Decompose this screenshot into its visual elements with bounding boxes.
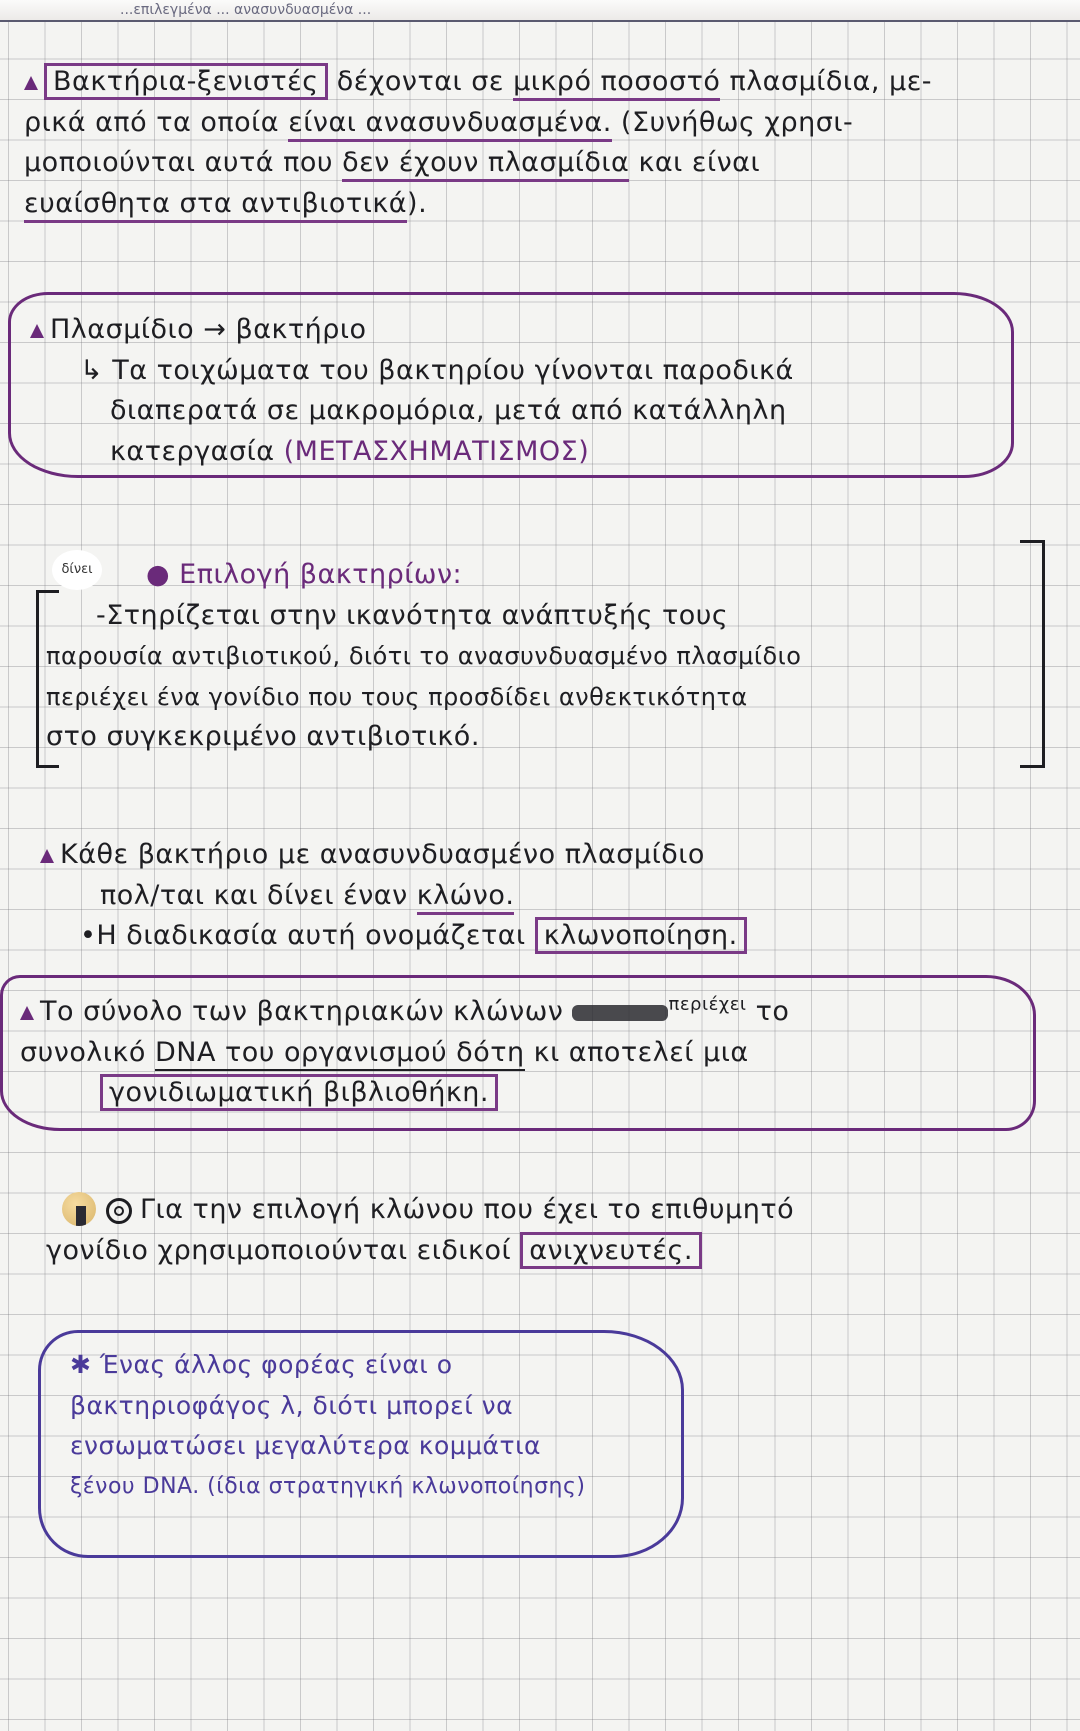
line [40, 876, 1040, 917]
text: κατεργασία [110, 435, 275, 467]
previous-page-edge [0, 0, 1080, 22]
faded-text: ...επιλεγμένα ... ανασυνδυασμένα ... [120, 2, 372, 18]
note-phage-lambda [70, 1345, 680, 1507]
line [24, 143, 1064, 184]
text: και είναι [638, 147, 761, 178]
text: διαπερατά σε μακρομόρια, μετά από κατάλληλη [110, 395, 787, 426]
text: Για την επιλογή κλώνου που έχει το επιθυμητό [140, 1194, 795, 1225]
text: ρικά από τα οποία [24, 106, 280, 138]
note-probes [46, 1190, 1066, 1271]
triangle-icon [30, 324, 44, 338]
text: Το σύνολο των βακτηριακών κλώνων [40, 996, 564, 1027]
line [46, 677, 1036, 718]
note-transformation [30, 310, 1010, 472]
line [40, 916, 1040, 957]
highlight-term: (ΜΕΤΑΣΧΗΜΑΤΙΣΜΟΣ) [283, 435, 590, 467]
star-icon: ✱ [70, 1350, 100, 1379]
underlined-text: μικρό ποσοστό [513, 66, 720, 101]
line [24, 184, 1064, 225]
text: Τα τοιχώματα του βακτηρίου γίνονται παροδικά [112, 354, 794, 386]
line [46, 596, 1036, 637]
line [46, 555, 1036, 596]
text: ξένου DNA. (ίδια στρατηγική κλωνοποίησης) [70, 1473, 586, 1499]
line [30, 310, 1010, 351]
underlined-text: είναι ανασυνδυασμένα. [288, 107, 612, 142]
underlined-text: κλώνο. [417, 880, 515, 915]
note-cloning [40, 835, 1040, 957]
line [30, 432, 1010, 473]
heading: Πλασμίδιο → βακτήριο [50, 314, 367, 345]
line [70, 1386, 680, 1427]
text: συνολικό [20, 1036, 146, 1068]
line [46, 1190, 1066, 1231]
text: πολ/ται και δίνει έναν [100, 879, 408, 911]
text: (Συνήθως χρησι- [620, 106, 854, 138]
text: βακτηριοφάγος λ, διότι μπορεί να [70, 1390, 514, 1420]
note-bacteria-selection [46, 555, 1036, 758]
text: ενσωματώσει μεγαλύτερα κομμάτια [70, 1431, 542, 1460]
scribbled-out-text [572, 1005, 668, 1021]
text: πλασμίδια, με- [729, 66, 933, 97]
text: δέχονται σε [336, 66, 504, 97]
line [20, 1073, 1040, 1114]
line [70, 1467, 680, 1508]
line [46, 1231, 1066, 1272]
text: •Η διαδικασία αυτή ονομάζεται [80, 920, 526, 951]
note-host-bacteria [24, 62, 1064, 224]
line [30, 391, 1010, 432]
sticker-bubble: δίνει [52, 550, 102, 590]
return-arrow-icon: ↳ [80, 354, 113, 386]
text: κι αποτελεί μια [533, 1036, 749, 1068]
text: -Στηρίζεται στην ικανότητα ανάπτυξής τους [96, 599, 729, 631]
line [30, 351, 1010, 392]
spiral-icon [106, 1198, 132, 1224]
line [46, 636, 1036, 677]
dot-icon: ● [146, 559, 180, 590]
underlined-text: ευαίσθητα στα αντιβιοτικά [24, 188, 407, 223]
line [24, 62, 1064, 103]
text: ). [407, 187, 428, 219]
note-genomic-library [20, 985, 1040, 1114]
text: μοποιούνται αυτά που [24, 147, 334, 178]
line [20, 1033, 1040, 1074]
line [70, 1345, 680, 1386]
text: περιέχει ένα γονίδιο που τους προσδίδει ανθεκτικότητα [46, 682, 748, 711]
line [40, 835, 1040, 876]
line [24, 103, 1064, 144]
line [70, 1426, 680, 1467]
underlined-text: DNA του οργανισμού δότη [155, 1037, 525, 1071]
line [46, 717, 1036, 758]
boxed-term: Βακτήρια-ξενιστές [44, 63, 328, 100]
line [20, 985, 1040, 1033]
boxed-term: κλωνοποίηση. [535, 917, 747, 954]
text: Κάθε βακτήριο με ανασυνδυασμένο πλασμίδιο [60, 839, 705, 870]
inserted-word: περιέχει [668, 994, 747, 1015]
triangle-icon [20, 1006, 34, 1020]
text: Ένας άλλος φορέας είναι ο [99, 1350, 453, 1379]
triangle-icon [24, 76, 38, 90]
text: στο συγκεκριμένο αντιβιοτικό. [46, 721, 480, 752]
text: παρουσία αντιβιοτικού, διότι το ανασυνδυασμένο πλασμίδιο [46, 642, 802, 670]
underlined-text: δεν έχουν πλασμίδια [342, 147, 629, 182]
text: το [755, 996, 790, 1027]
heading: Επιλογή βακτηρίων: [179, 559, 463, 590]
triangle-icon [40, 849, 54, 863]
boxed-term: γονιδιωματική βιβλιοθήκη. [100, 1074, 498, 1111]
text: γονίδιο χρησιμοποιούνται ειδικοί [46, 1234, 512, 1266]
boxed-term: ανιχνευτές. [520, 1232, 702, 1269]
